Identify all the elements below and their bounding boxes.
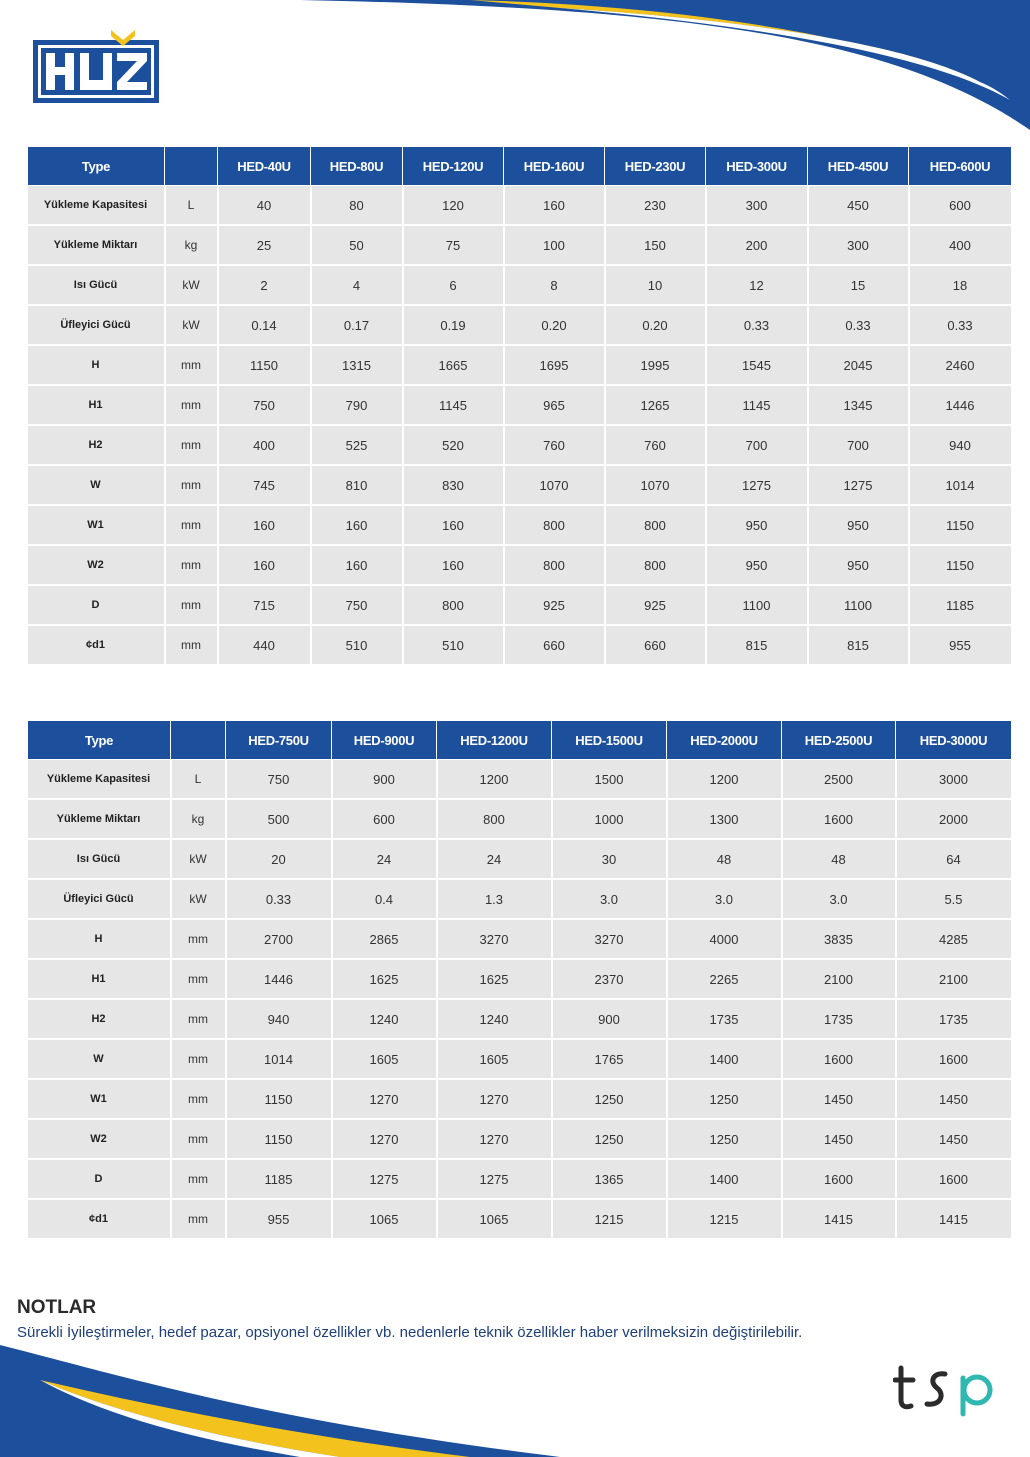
- value-cell: 300: [706, 186, 808, 226]
- value-cell: 1446: [909, 385, 1012, 425]
- value-cell: 2: [218, 265, 311, 305]
- value-cell: 760: [504, 425, 605, 465]
- value-cell: 750: [226, 760, 332, 800]
- row-unit: mm: [171, 999, 226, 1039]
- value-cell: 1600: [782, 1039, 896, 1079]
- value-cell: 0.33: [226, 879, 332, 919]
- value-cell: 50: [311, 225, 403, 265]
- value-cell: 2265: [667, 959, 782, 999]
- value-cell: 160: [311, 545, 403, 585]
- row-label: H: [28, 345, 165, 385]
- row-label: W: [28, 1039, 171, 1079]
- value-cell: 1735: [667, 999, 782, 1039]
- value-cell: 1100: [706, 585, 808, 625]
- table-row: [28, 585, 1012, 625]
- value-cell: 500: [226, 799, 332, 839]
- value-cell: 6: [403, 265, 504, 305]
- value-cell: 4: [311, 265, 403, 305]
- value-cell: 940: [226, 999, 332, 1039]
- value-cell: 745: [218, 465, 311, 505]
- table-row: [28, 305, 1012, 345]
- value-cell: 160: [311, 505, 403, 545]
- table-row: [28, 799, 1012, 839]
- row-label: Yükleme Kapasitesi: [28, 186, 165, 226]
- value-cell: 150: [605, 225, 706, 265]
- value-cell: 1270: [437, 1119, 552, 1159]
- value-cell: 160: [504, 186, 605, 226]
- value-cell: 1735: [896, 999, 1012, 1039]
- value-cell: 1450: [896, 1079, 1012, 1119]
- table-row: [28, 186, 1012, 226]
- value-cell: 30: [552, 839, 667, 879]
- value-cell: 400: [909, 225, 1012, 265]
- row-label: W1: [28, 1079, 171, 1119]
- value-cell: 1365: [552, 1159, 667, 1199]
- value-cell: 715: [218, 585, 311, 625]
- value-cell: 160: [218, 505, 311, 545]
- value-cell: 5.5: [896, 879, 1012, 919]
- value-cell: 3835: [782, 919, 896, 959]
- row-unit: mm: [171, 1159, 226, 1199]
- table-header-row: [28, 147, 1012, 186]
- value-cell: 900: [552, 999, 667, 1039]
- header-cell: HED-230U: [605, 147, 706, 186]
- footer-swoosh-decoration: [0, 1340, 1030, 1457]
- value-cell: 520: [403, 425, 504, 465]
- value-cell: 2865: [332, 919, 437, 959]
- value-cell: 1145: [403, 385, 504, 425]
- value-cell: 940: [909, 425, 1012, 465]
- spec-table-2: [27, 720, 1013, 1240]
- row-label: ¢d1: [28, 1199, 171, 1239]
- value-cell: 2100: [896, 959, 1012, 999]
- header-cell: HED-120U: [403, 147, 504, 186]
- value-cell: 800: [504, 505, 605, 545]
- value-cell: 1275: [437, 1159, 552, 1199]
- table-row: [28, 265, 1012, 305]
- value-cell: 1250: [667, 1119, 782, 1159]
- row-unit: kW: [165, 305, 218, 345]
- value-cell: 25: [218, 225, 311, 265]
- value-cell: 1275: [808, 465, 909, 505]
- value-cell: 4285: [896, 919, 1012, 959]
- row-unit: mm: [171, 1199, 226, 1239]
- value-cell: 1000: [552, 799, 667, 839]
- header-cell: HED-40U: [218, 147, 311, 186]
- value-cell: 0.14: [218, 305, 311, 345]
- value-cell: 2700: [226, 919, 332, 959]
- value-cell: 830: [403, 465, 504, 505]
- table-row: [28, 879, 1012, 919]
- value-cell: 525: [311, 425, 403, 465]
- value-cell: 15: [808, 265, 909, 305]
- table-row: [28, 919, 1012, 959]
- value-cell: 80: [311, 186, 403, 226]
- value-cell: 700: [706, 425, 808, 465]
- value-cell: 300: [808, 225, 909, 265]
- value-cell: 1446: [226, 959, 332, 999]
- header-cell: HED-300U: [706, 147, 808, 186]
- value-cell: 3270: [437, 919, 552, 959]
- value-cell: 1600: [782, 1159, 896, 1199]
- value-cell: 600: [332, 799, 437, 839]
- header-cell: HED-80U: [311, 147, 403, 186]
- value-cell: 1014: [226, 1039, 332, 1079]
- value-cell: 790: [311, 385, 403, 425]
- value-cell: 815: [706, 625, 808, 665]
- value-cell: 1065: [437, 1199, 552, 1239]
- header-cell: [171, 721, 226, 760]
- value-cell: 48: [667, 839, 782, 879]
- notes-title: NOTLAR: [17, 1297, 97, 1318]
- header-cell: HED-900U: [332, 721, 437, 760]
- value-cell: 1150: [226, 1119, 332, 1159]
- value-cell: 0.20: [605, 305, 706, 345]
- value-cell: 1065: [332, 1199, 437, 1239]
- value-cell: 450: [808, 186, 909, 226]
- row-label: H2: [28, 425, 165, 465]
- header-cell: HED-450U: [808, 147, 909, 186]
- header-cell: HED-2000U: [667, 721, 782, 760]
- value-cell: 800: [605, 505, 706, 545]
- table-row: [28, 959, 1012, 999]
- row-unit: kW: [171, 879, 226, 919]
- row-unit: mm: [165, 505, 218, 545]
- row-label: W2: [28, 1119, 171, 1159]
- value-cell: 815: [808, 625, 909, 665]
- table-row: [28, 425, 1012, 465]
- row-unit: mm: [165, 625, 218, 665]
- header-cell: HED-1500U: [552, 721, 667, 760]
- value-cell: 1735: [782, 999, 896, 1039]
- value-cell: 2045: [808, 345, 909, 385]
- value-cell: 200: [706, 225, 808, 265]
- table-row: [28, 345, 1012, 385]
- value-cell: 3270: [552, 919, 667, 959]
- value-cell: 1150: [909, 545, 1012, 585]
- value-cell: 950: [706, 545, 808, 585]
- row-label: W1: [28, 505, 165, 545]
- value-cell: 40: [218, 186, 311, 226]
- row-unit: L: [165, 186, 218, 226]
- value-cell: 1765: [552, 1039, 667, 1079]
- value-cell: 950: [808, 545, 909, 585]
- value-cell: 0.33: [706, 305, 808, 345]
- value-cell: 1545: [706, 345, 808, 385]
- row-label: H1: [28, 385, 165, 425]
- value-cell: 230: [605, 186, 706, 226]
- value-cell: 1315: [311, 345, 403, 385]
- value-cell: 750: [311, 585, 403, 625]
- row-label: Yükleme Miktarı: [28, 225, 165, 265]
- value-cell: 8: [504, 265, 605, 305]
- value-cell: 1250: [552, 1119, 667, 1159]
- table-row: [28, 545, 1012, 585]
- value-cell: 1600: [782, 799, 896, 839]
- row-unit: L: [171, 760, 226, 800]
- row-unit: mm: [171, 919, 226, 959]
- value-cell: 1995: [605, 345, 706, 385]
- row-label: ¢d1: [28, 625, 165, 665]
- value-cell: 1415: [782, 1199, 896, 1239]
- row-unit: mm: [165, 585, 218, 625]
- table-row: [28, 385, 1012, 425]
- value-cell: 12: [706, 265, 808, 305]
- row-unit: mm: [165, 465, 218, 505]
- value-cell: 1450: [782, 1079, 896, 1119]
- value-cell: 950: [706, 505, 808, 545]
- value-cell: 1600: [896, 1039, 1012, 1079]
- value-cell: 160: [403, 545, 504, 585]
- header-cell: Type: [28, 147, 165, 186]
- header-cell: Type: [28, 721, 171, 760]
- value-cell: 925: [605, 585, 706, 625]
- value-cell: 1625: [437, 959, 552, 999]
- value-cell: 400: [218, 425, 311, 465]
- row-label: Üfleyici Gücü: [28, 879, 171, 919]
- value-cell: 1450: [782, 1119, 896, 1159]
- row-label: D: [28, 585, 165, 625]
- value-cell: 810: [311, 465, 403, 505]
- row-label: Isı Gücü: [28, 265, 165, 305]
- value-cell: 0.20: [504, 305, 605, 345]
- value-cell: 1014: [909, 465, 1012, 505]
- row-unit: mm: [171, 1039, 226, 1079]
- value-cell: 600: [909, 186, 1012, 226]
- value-cell: 1100: [808, 585, 909, 625]
- value-cell: 660: [605, 625, 706, 665]
- row-label: H: [28, 919, 171, 959]
- value-cell: 3.0: [667, 879, 782, 919]
- value-cell: 1450: [896, 1119, 1012, 1159]
- value-cell: 0.33: [808, 305, 909, 345]
- value-cell: 925: [504, 585, 605, 625]
- table-row: [28, 1079, 1012, 1119]
- table-row: [28, 465, 1012, 505]
- value-cell: 64: [896, 839, 1012, 879]
- row-unit: mm: [171, 1119, 226, 1159]
- row-unit: kW: [165, 265, 218, 305]
- value-cell: 1275: [332, 1159, 437, 1199]
- value-cell: 1600: [896, 1159, 1012, 1199]
- value-cell: 1240: [437, 999, 552, 1039]
- value-cell: 1185: [909, 585, 1012, 625]
- value-cell: 800: [403, 585, 504, 625]
- value-cell: 800: [605, 545, 706, 585]
- value-cell: 1145: [706, 385, 808, 425]
- value-cell: 2000: [896, 799, 1012, 839]
- value-cell: 1200: [437, 760, 552, 800]
- value-cell: 2100: [782, 959, 896, 999]
- value-cell: 760: [605, 425, 706, 465]
- value-cell: 1250: [552, 1079, 667, 1119]
- header-cell: [165, 147, 218, 186]
- header-cell: HED-1200U: [437, 721, 552, 760]
- value-cell: 1605: [332, 1039, 437, 1079]
- value-cell: 24: [332, 839, 437, 879]
- huz-logo: [33, 28, 161, 104]
- value-cell: 160: [403, 505, 504, 545]
- value-cell: 1265: [605, 385, 706, 425]
- row-label: W: [28, 465, 165, 505]
- value-cell: 2460: [909, 345, 1012, 385]
- row-label: D: [28, 1159, 171, 1199]
- value-cell: 1270: [332, 1119, 437, 1159]
- row-unit: mm: [165, 425, 218, 465]
- notes-text: Sürekli İyileştirmeler, hedef pazar, opsiyonel özellikler vb. nedenlerle teknik özellikler haber verilmeksizin değiştirilebilir.: [17, 1324, 803, 1341]
- header-cell: HED-600U: [909, 147, 1012, 186]
- value-cell: 440: [218, 625, 311, 665]
- row-unit: mm: [165, 385, 218, 425]
- value-cell: 1275: [706, 465, 808, 505]
- table-header-row: [28, 721, 1012, 760]
- value-cell: 1200: [667, 760, 782, 800]
- value-cell: 4000: [667, 919, 782, 959]
- value-cell: 800: [437, 799, 552, 839]
- value-cell: 1695: [504, 345, 605, 385]
- value-cell: 955: [226, 1199, 332, 1239]
- value-cell: 1270: [332, 1079, 437, 1119]
- header-cell: HED-3000U: [896, 721, 1012, 760]
- value-cell: 1215: [552, 1199, 667, 1239]
- value-cell: 3.0: [552, 879, 667, 919]
- value-cell: 1185: [226, 1159, 332, 1199]
- row-label: Üfleyici Gücü: [28, 305, 165, 345]
- value-cell: 1270: [437, 1079, 552, 1119]
- row-label: H2: [28, 999, 171, 1039]
- value-cell: 24: [437, 839, 552, 879]
- value-cell: 700: [808, 425, 909, 465]
- value-cell: 2500: [782, 760, 896, 800]
- value-cell: 750: [218, 385, 311, 425]
- table-row: [28, 625, 1012, 665]
- value-cell: 0.4: [332, 879, 437, 919]
- table-row: [28, 1119, 1012, 1159]
- table-row: [28, 999, 1012, 1039]
- value-cell: 1500: [552, 760, 667, 800]
- tsp-logo: [893, 1358, 1003, 1418]
- value-cell: 1070: [605, 465, 706, 505]
- value-cell: 1150: [909, 505, 1012, 545]
- value-cell: 18: [909, 265, 1012, 305]
- value-cell: 0.19: [403, 305, 504, 345]
- value-cell: 1240: [332, 999, 437, 1039]
- row-unit: mm: [165, 345, 218, 385]
- value-cell: 10: [605, 265, 706, 305]
- row-unit: kg: [165, 225, 218, 265]
- spec-table-1: [27, 146, 1013, 666]
- row-label: H1: [28, 959, 171, 999]
- value-cell: 1400: [667, 1159, 782, 1199]
- value-cell: 1070: [504, 465, 605, 505]
- value-cell: 1605: [437, 1039, 552, 1079]
- value-cell: 1300: [667, 799, 782, 839]
- value-cell: 20: [226, 839, 332, 879]
- value-cell: 1.3: [437, 879, 552, 919]
- value-cell: 3.0: [782, 879, 896, 919]
- row-label: Yükleme Miktarı: [28, 799, 171, 839]
- value-cell: 950: [808, 505, 909, 545]
- value-cell: 1625: [332, 959, 437, 999]
- value-cell: 0.33: [909, 305, 1012, 345]
- value-cell: 75: [403, 225, 504, 265]
- row-unit: mm: [171, 959, 226, 999]
- table-row: [28, 760, 1012, 800]
- row-label: Yükleme Kapasitesi: [28, 760, 171, 800]
- value-cell: 1415: [896, 1199, 1012, 1239]
- table-row: [28, 505, 1012, 545]
- value-cell: 965: [504, 385, 605, 425]
- table-row: [28, 1159, 1012, 1199]
- value-cell: 2370: [552, 959, 667, 999]
- header-cell: HED-160U: [504, 147, 605, 186]
- value-cell: 100: [504, 225, 605, 265]
- value-cell: 1215: [667, 1199, 782, 1239]
- value-cell: 1400: [667, 1039, 782, 1079]
- value-cell: 0.17: [311, 305, 403, 345]
- row-unit: mm: [171, 1079, 226, 1119]
- value-cell: 800: [504, 545, 605, 585]
- value-cell: 3000: [896, 760, 1012, 800]
- table-row: [28, 1039, 1012, 1079]
- value-cell: 510: [403, 625, 504, 665]
- row-label: W2: [28, 545, 165, 585]
- value-cell: 955: [909, 625, 1012, 665]
- value-cell: 48: [782, 839, 896, 879]
- value-cell: 120: [403, 186, 504, 226]
- value-cell: 160: [218, 545, 311, 585]
- value-cell: 1150: [218, 345, 311, 385]
- header-cell: HED-750U: [226, 721, 332, 760]
- table-row: [28, 1199, 1012, 1239]
- table-row: [28, 839, 1012, 879]
- value-cell: 1345: [808, 385, 909, 425]
- value-cell: 1665: [403, 345, 504, 385]
- value-cell: 1250: [667, 1079, 782, 1119]
- value-cell: 1150: [226, 1079, 332, 1119]
- value-cell: 510: [311, 625, 403, 665]
- value-cell: 900: [332, 760, 437, 800]
- header-cell: HED-2500U: [782, 721, 896, 760]
- row-label: Isı Gücü: [28, 839, 171, 879]
- row-unit: kg: [171, 799, 226, 839]
- table-row: [28, 225, 1012, 265]
- value-cell: 660: [504, 625, 605, 665]
- row-unit: kW: [171, 839, 226, 879]
- row-unit: mm: [165, 545, 218, 585]
